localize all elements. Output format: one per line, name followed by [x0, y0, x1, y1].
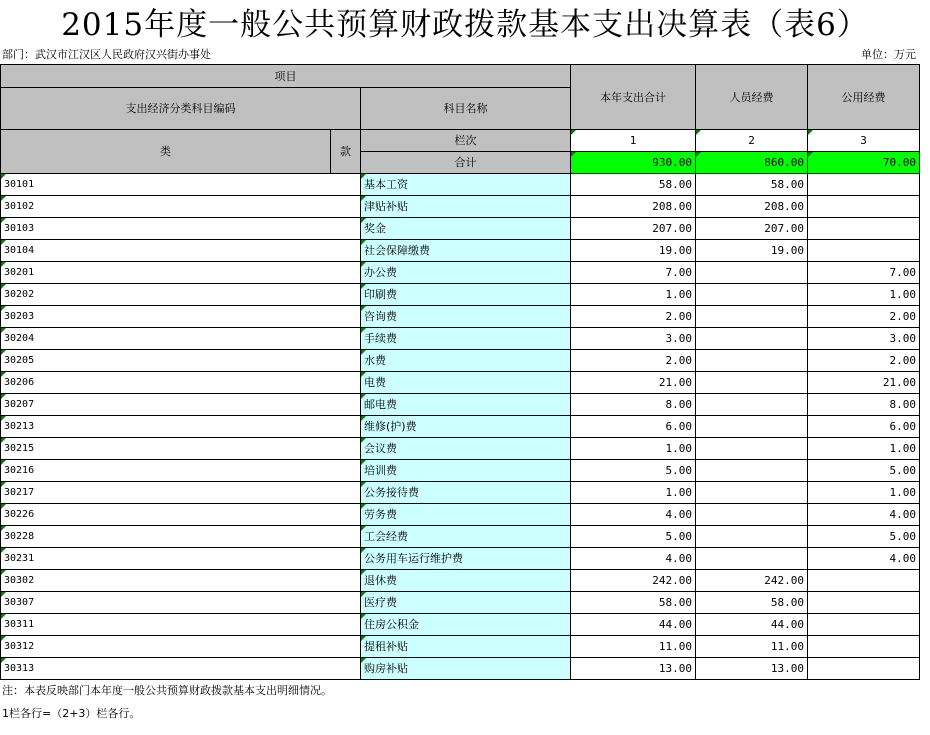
cell-code[interactable]: 30313 — [1, 658, 361, 680]
cell-personnel[interactable] — [696, 328, 808, 350]
table-row — [1, 328, 920, 350]
expenditure-table — [0, 64, 920, 680]
header-project[interactable]: 项目 — [1, 65, 571, 88]
cell-public[interactable] — [808, 636, 920, 658]
cell-code[interactable]: 30231 — [1, 548, 361, 570]
cell-total[interactable]: 11.00 — [571, 636, 696, 658]
cell-code[interactable]: 30217 — [1, 482, 361, 504]
cell-code[interactable]: 30201 — [1, 262, 361, 284]
cell-public[interactable]: 8.00 — [808, 394, 920, 416]
cell-name[interactable]: 劳务费 — [361, 504, 571, 526]
cell-code[interactable]: 30103 — [1, 218, 361, 240]
cell-total[interactable]: 7.00 — [571, 262, 696, 284]
sum-personnel[interactable]: 860.00 — [696, 152, 808, 174]
cell-total[interactable]: 2.00 — [571, 306, 696, 328]
table-row — [1, 526, 920, 548]
table-row — [1, 416, 920, 438]
table-row — [1, 306, 920, 328]
cell-public[interactable] — [808, 218, 920, 240]
cell-total[interactable]: 13.00 — [571, 658, 696, 680]
cell-total[interactable]: 5.00 — [571, 526, 696, 548]
cell-code[interactable]: 30207 — [1, 394, 361, 416]
table-row — [1, 548, 920, 570]
cell-public[interactable]: 4.00 — [808, 548, 920, 570]
cell-total[interactable]: 2.00 — [571, 350, 696, 372]
table-row — [1, 218, 920, 240]
table-row — [1, 636, 920, 658]
cell-public[interactable] — [808, 570, 920, 592]
cell-total[interactable]: 4.00 — [571, 548, 696, 570]
cell-total[interactable]: 1.00 — [571, 284, 696, 306]
table-row — [1, 438, 920, 460]
table-row — [1, 350, 920, 372]
table-row — [1, 570, 920, 592]
cell-personnel[interactable] — [696, 350, 808, 372]
cell-name[interactable]: 医疗费 — [361, 592, 571, 614]
header-heji[interactable]: 合计 — [361, 152, 571, 174]
cell-total[interactable]: 44.00 — [571, 614, 696, 636]
cell-personnel[interactable] — [696, 372, 808, 394]
cell-total[interactable]: 8.00 — [571, 394, 696, 416]
cell-personnel[interactable] — [696, 548, 808, 570]
table-row — [1, 394, 920, 416]
cell-name[interactable]: 住房公积金 — [361, 614, 571, 636]
cell-total[interactable]: 19.00 — [571, 240, 696, 262]
cell-code[interactable]: 30101 — [1, 174, 361, 196]
cell-total[interactable]: 21.00 — [571, 372, 696, 394]
cell-name[interactable]: 会议费 — [361, 438, 571, 460]
cell-code[interactable]: 30311 — [1, 614, 361, 636]
cell-personnel[interactable]: 58.00 — [696, 592, 808, 614]
cell-name[interactable]: 水费 — [361, 350, 571, 372]
cell-code[interactable]: 30215 — [1, 438, 361, 460]
cell-public[interactable]: 4.00 — [808, 504, 920, 526]
col-number-3[interactable]: 3 — [808, 130, 920, 152]
unit-label: 单位：万元 — [861, 48, 916, 61]
cell-personnel[interactable]: 208.00 — [696, 196, 808, 218]
table-body — [1, 174, 920, 680]
cell-public[interactable] — [808, 174, 920, 196]
cell-total[interactable]: 208.00 — [571, 196, 696, 218]
cell-code[interactable]: 30205 — [1, 350, 361, 372]
cell-personnel[interactable] — [696, 438, 808, 460]
cell-public[interactable]: 21.00 — [808, 372, 920, 394]
cell-total[interactable]: 58.00 — [571, 592, 696, 614]
cell-public[interactable]: 5.00 — [808, 526, 920, 548]
table-row — [1, 482, 920, 504]
cell-name[interactable]: 退休费 — [361, 570, 571, 592]
cell-code[interactable]: 30226 — [1, 504, 361, 526]
cell-name[interactable]: 工会经费 — [361, 526, 571, 548]
cell-personnel[interactable]: 44.00 — [696, 614, 808, 636]
cell-name[interactable]: 邮电费 — [361, 394, 571, 416]
cell-total[interactable]: 1.00 — [571, 438, 696, 460]
cell-code[interactable]: 30104 — [1, 240, 361, 262]
cell-code[interactable]: 30216 — [1, 460, 361, 482]
cell-code[interactable]: 30203 — [1, 306, 361, 328]
cell-public[interactable] — [808, 592, 920, 614]
table-row — [1, 174, 920, 196]
cell-public[interactable] — [808, 658, 920, 680]
table-row — [1, 504, 920, 526]
cell-personnel[interactable]: 58.00 — [696, 174, 808, 196]
cell-total[interactable]: 3.00 — [571, 328, 696, 350]
sum-public[interactable]: 70.00 — [808, 152, 920, 174]
cell-code[interactable]: 30302 — [1, 570, 361, 592]
cell-name[interactable]: 奖金 — [361, 218, 571, 240]
cell-name[interactable]: 维修(护)费 — [361, 416, 571, 438]
cell-personnel[interactable] — [696, 284, 808, 306]
table-row — [1, 240, 920, 262]
cell-total[interactable]: 207.00 — [571, 218, 696, 240]
report-title: 2015年度一般公共预算财政拨款基本支出决算表（表6） — [61, 7, 869, 43]
cell-total[interactable]: 4.00 — [571, 504, 696, 526]
cell-total[interactable]: 1.00 — [571, 482, 696, 504]
cell-name[interactable]: 津贴补贴 — [361, 196, 571, 218]
cell-public[interactable]: 2.00 — [808, 306, 920, 328]
table-row — [1, 284, 920, 306]
cell-public[interactable]: 1.00 — [808, 438, 920, 460]
cell-total[interactable]: 6.00 — [571, 416, 696, 438]
cell-personnel[interactable] — [696, 460, 808, 482]
footnote-formula: 1栏各行=（2+3）栏各行。 — [2, 707, 141, 720]
header-code[interactable]: 支出经济分类科目编码 — [1, 88, 361, 130]
cell-total[interactable]: 5.00 — [571, 460, 696, 482]
header-lei[interactable]: 类 — [1, 130, 331, 174]
cell-code[interactable]: 30202 — [1, 284, 361, 306]
cell-public[interactable]: 6.00 — [808, 416, 920, 438]
sum-total[interactable]: 930.00 — [571, 152, 696, 174]
cell-name[interactable]: 电费 — [361, 372, 571, 394]
cell-code[interactable]: 30102 — [1, 196, 361, 218]
cell-personnel[interactable]: 242.00 — [696, 570, 808, 592]
cell-personnel[interactable] — [696, 262, 808, 284]
col-number-2[interactable]: 2 — [696, 130, 808, 152]
cell-name[interactable]: 社会保障缴费 — [361, 240, 571, 262]
cell-personnel[interactable]: 11.00 — [696, 636, 808, 658]
department-label: 部门：武汉市江汉区人民政府汉兴街办事处 — [2, 48, 211, 61]
cell-name[interactable]: 印刷费 — [361, 284, 571, 306]
cell-public[interactable] — [808, 614, 920, 636]
table-row — [1, 460, 920, 482]
table-row — [1, 658, 920, 680]
cell-personnel[interactable]: 19.00 — [696, 240, 808, 262]
cell-public[interactable]: 1.00 — [808, 482, 920, 504]
cell-name[interactable]: 基本工资 — [361, 174, 571, 196]
cell-code[interactable]: 30206 — [1, 372, 361, 394]
cell-name[interactable]: 公务用车运行维护费 — [361, 548, 571, 570]
cell-code[interactable]: 30213 — [1, 416, 361, 438]
cell-code[interactable]: 30228 — [1, 526, 361, 548]
header-total[interactable]: 本年支出合计 — [571, 65, 696, 130]
table-row — [1, 614, 920, 636]
header-name[interactable]: 科目名称 — [361, 88, 571, 130]
cell-name[interactable]: 培训费 — [361, 460, 571, 482]
cell-personnel[interactable]: 207.00 — [696, 218, 808, 240]
cell-code[interactable]: 30307 — [1, 592, 361, 614]
cell-public[interactable]: 2.00 — [808, 350, 920, 372]
cell-personnel[interactable]: 13.00 — [696, 658, 808, 680]
cell-name[interactable]: 手续费 — [361, 328, 571, 350]
cell-name[interactable]: 公务接待费 — [361, 482, 571, 504]
cell-name[interactable]: 提租补贴 — [361, 636, 571, 658]
cell-name[interactable]: 购房补贴 — [361, 658, 571, 680]
cell-public[interactable]: 5.00 — [808, 460, 920, 482]
cell-code[interactable]: 30204 — [1, 328, 361, 350]
cell-personnel[interactable] — [696, 394, 808, 416]
cell-public[interactable] — [808, 196, 920, 218]
cell-public[interactable]: 7.00 — [808, 262, 920, 284]
cell-personnel[interactable] — [696, 416, 808, 438]
cell-personnel[interactable] — [696, 306, 808, 328]
cell-personnel[interactable] — [696, 526, 808, 548]
table-header — [1, 65, 920, 174]
table-row — [1, 372, 920, 394]
header-lanci[interactable]: 栏次 — [361, 130, 571, 152]
footnote-description: 注：本表反映部门本年度一般公共预算财政拨款基本支出明细情况。 — [2, 684, 332, 697]
header-personnel[interactable]: 人员经费 — [696, 65, 808, 130]
header-public[interactable]: 公用经费 — [808, 65, 920, 130]
table-row — [1, 262, 920, 284]
cell-total[interactable]: 242.00 — [571, 570, 696, 592]
cell-name[interactable]: 办公费 — [361, 262, 571, 284]
cell-total[interactable]: 58.00 — [571, 174, 696, 196]
cell-public[interactable]: 3.00 — [808, 328, 920, 350]
cell-personnel[interactable] — [696, 482, 808, 504]
cell-personnel[interactable] — [696, 504, 808, 526]
header-kuan[interactable]: 款 — [331, 130, 361, 174]
cell-code[interactable]: 30312 — [1, 636, 361, 658]
table-row — [1, 592, 920, 614]
col-number-1[interactable]: 1 — [571, 130, 696, 152]
cell-name[interactable]: 咨询费 — [361, 306, 571, 328]
cell-public[interactable] — [808, 240, 920, 262]
table-row — [1, 196, 920, 218]
cell-public[interactable]: 1.00 — [808, 284, 920, 306]
